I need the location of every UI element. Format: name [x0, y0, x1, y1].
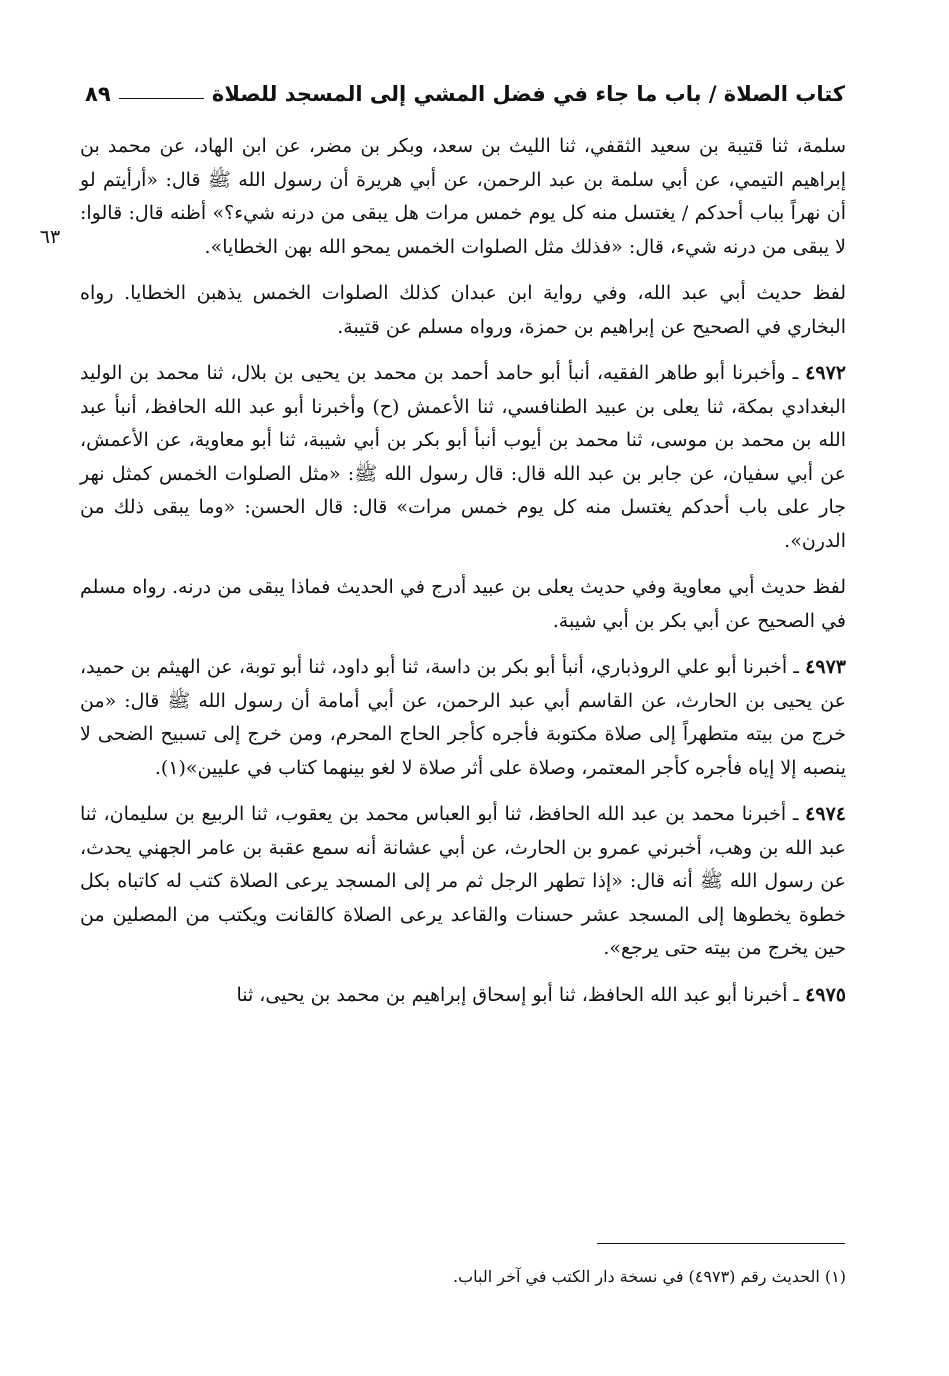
hadith-4973: [80, 651, 846, 785]
footnote-rule: [597, 1243, 845, 1244]
hadith-number: ٤٩٧٤: [805, 803, 846, 825]
hadith-number: ٤٩٧٥: [805, 983, 846, 1006]
hadith-text: ـ وأخبرنا أبو طاهر الفقيه، أنبأ أبو حامد أحمد بن محمد بن يحيى بن بلال، ثنا محمد بن الوليد البغدادي بمكة، ثنا يعلى بن عبيد الطنافسي، ثنا الأعمش (ح) وأخبرنا أبو عبد الله الحافظ، أنبأ عبد الله بن محمد بن موسى، ثنا محمد بن أيوب أنبأ أبو بكر بن أبي شيبة، ثنا أبو معاوية، عن الأعمش، عن أبي سفيان، عن جابر بن عبد الله قال: قال رسول الله ﷺ: «مثل الصلوات الخمس كمثل نهر جار على باب أحدكم يغتسل منه كل يوم خمس مرات» قال: قال الحسن: «وما يبقى ذلك من الدرن».: [80, 362, 846, 552]
hadith-text: ـ أخبرنا أبو علي الروذباري، أنبأ أبو بكر بن داسة، ثنا أبو داود، ثنا أبو توبة، عن الهيثم بن حميد، عن يحيى بن الحارث، عن القاسم أبي عبد الرحمن، عن أبي أمامة أن رسول الله ﷺ قال: «من خرج من بيته متطهراً إلى صلاة مكتوبة فأجره كأجر الحاج المحرم، ومن خرج إلى تسبيح الضحى لا ينصبه إلا إياه فأجره كأجر المعتمر، وصلاة على أثر صلاة لا لغو بينهما كتاب في عليين»(١).: [80, 656, 846, 779]
page-number: ٨٩: [85, 82, 111, 106]
paragraph-1: سلمة، ثنا قتيبة بن سعيد الثقفي، ثنا الليث بن سعد، وبكر بن مضر، عن ابن الهاد، عن محمد بن إبراهيم التيمي، عن أبي سلمة بن عبد الرحمن، عن أبي هريرة أن رسول الله ﷺ قال: «أرأيتم لو أن نهراً بباب أحدكم / يغتسل منه كل يوم خمس مرات هل يبقى من درنه شيء؟» أظنه قال: قالوا: لا يبقى من درنه شيء، قال: «فذلك مثل الصلوات الخمس يمحو الله بهن الخطايا».: [80, 135, 846, 258]
hadith-number: ٤٩٧٣: [805, 656, 846, 678]
header-rule: [119, 98, 204, 99]
running-header: [85, 70, 845, 106]
main-text: [80, 130, 846, 1025]
hadith-4975: [80, 979, 846, 1013]
paragraph-4: لفظ حديث أبي معاوية وفي حديث يعلى بن عبيد أدرج في الحديث فماذا يبقى من درنه. رواه مسلم في الصحيح عن أبي بكر بن أبي شيبة.: [80, 576, 846, 632]
hadith-4974: [80, 798, 846, 966]
hadith-text: ـ أخبرنا أبو عبد الله الحافظ، ثنا أبو إسحاق إبراهيم بن محمد بن يحيى، ثنا: [236, 983, 800, 1006]
hadith-4972: [80, 357, 846, 558]
header-title: كتاب الصلاة / باب ما جاء في فضل المشي إلى المسجد للصلاة: [211, 82, 845, 106]
margin-page-reference: ٦٣: [39, 226, 61, 248]
paragraph-2: لفظ حديث أبي عبد الله، وفي رواية ابن عبدان كذلك الصلوات الخمس يذهبن الخطايا. رواه البخاري في الصحيح عن إبراهيم بن حمزة، ورواه مسلم عن قتيبة.: [80, 282, 846, 338]
footnote: (١) الحديث رقم (٤٩٧٣) في نسخة دار الكتب في آخر الباب.: [453, 1267, 846, 1286]
hadith-text: ـ أخبرنا محمد بن عبد الله الحافظ، ثنا أبو العباس محمد بن يعقوب، ثنا الربيع بن سليمان، ثنا عبد الله بن وهب، أخبرني عمرو بن الحارث، عن أبي عشانة أنه سمع عقبة بن عامر الجهني يحدث، عن رسول الله ﷺ أنه قال: «إذا تطهر الرجل ثم مر إلى المسجد يرعى الصلاة كتب له كاتباه بكل خطوة يخطوها إلى المسجد عشر حسنات والقاعد يرعى الصلاة كالقانت ويكتب من المصلين من حين يخرج من بيته حتى يرجع».: [80, 803, 846, 959]
hadith-number: ٤٩٧٢: [805, 362, 846, 384]
